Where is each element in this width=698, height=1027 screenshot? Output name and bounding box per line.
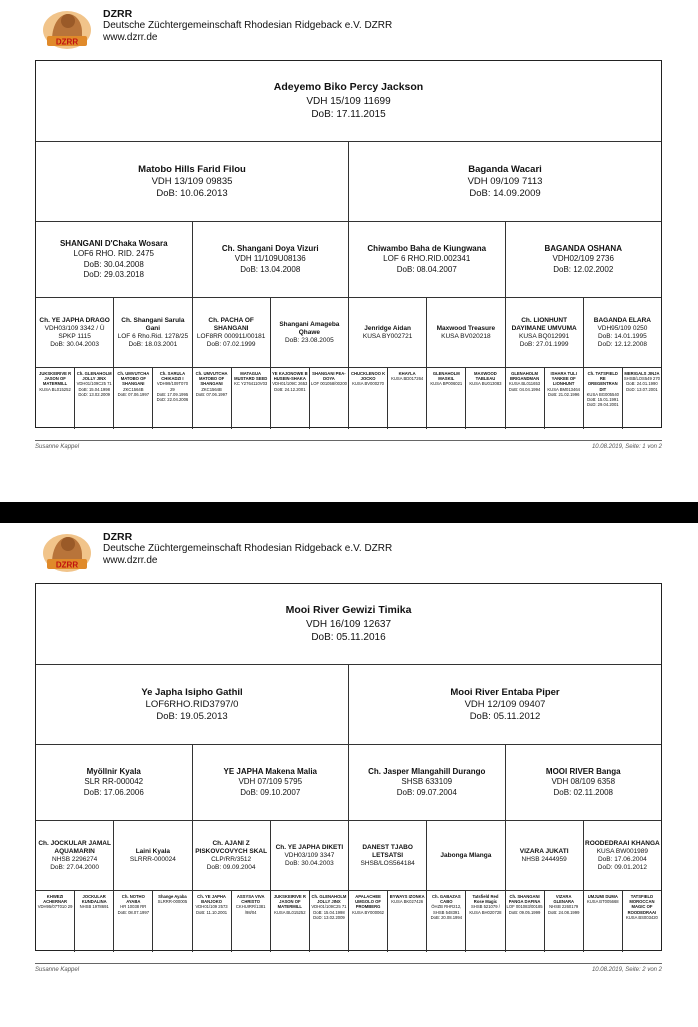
org-subtitle: Deutsche Züchtergemeinschaft Rhodesian Ridgeback e.V. DZRR — [103, 20, 393, 31]
date-of-birth: DoB: 24.01.1990 — [626, 381, 658, 387]
pedigree-cell-gen4 — [152, 891, 191, 952]
dog-name: YE KAJONOWE B HUSEIN-SHAKA — [272, 371, 308, 382]
dog-name: Ch. Shangani Doya Vizuri — [221, 243, 319, 253]
pedigree-table — [35, 60, 662, 428]
pedigree-cell-gen4 — [231, 891, 270, 952]
pedigree-cell-gen1 — [348, 142, 661, 221]
date-of-birth: DoB: 09.09.2004 — [206, 863, 256, 871]
pedigree-cell-gen4 — [348, 891, 387, 952]
pedigree-cell-gen3 — [505, 298, 583, 367]
date-of-birth: DoB: 15.04.1998 — [313, 909, 345, 915]
pedigree-cell-gen2 — [192, 222, 349, 297]
pedigree-cell-gen4 — [622, 891, 661, 952]
pedigree-cell-gen1 — [36, 142, 348, 221]
dog-name: MOOI RIVER Banga — [545, 766, 621, 776]
footer-author: Susanne Kappel — [35, 444, 80, 450]
registration-number: VDH01/109 2573 — [195, 904, 228, 910]
dog-name: JUKSKEIRIVE R JASON OF MATERMILL — [273, 894, 306, 910]
registration-number: VDH 16/109 12637 — [305, 619, 392, 630]
date-of-birth: DoB: 09.10.2007 — [240, 787, 301, 797]
registration-number: ZKC1564B — [201, 386, 222, 392]
registration-number: HR 10038 RR — [120, 904, 147, 910]
registration-number: ÖHZB RHR212, SHSB 548391 — [431, 904, 462, 915]
registration-number: KUSA BS003420 — [625, 914, 658, 920]
footer-date-page: 10.08.2019, Seite: 1 von 2 — [591, 444, 662, 450]
pedigree-cell-gen3 — [270, 298, 348, 367]
date-of-birth: DoB: 07.02.1999 — [206, 340, 256, 348]
dog-name: CHUCKLENOO K JOCKO — [350, 371, 386, 382]
date-of-birth: DoB: 23.08.2005 — [284, 336, 334, 344]
pedigree-cell-gen4 — [426, 891, 465, 952]
dog-name: SHANGANI PEA-DOYA — [312, 371, 346, 382]
date-of-birth: DoB: 07.06.1997 — [195, 391, 228, 397]
registration-number: CKHUIRR/1381 /98/04 — [235, 904, 266, 915]
dog-name: Jenridge Aidan — [364, 324, 411, 332]
page-separator — [0, 502, 698, 523]
registration-number: KUSA BM013464 — [547, 386, 580, 392]
date-of-birth: DoB: 04.04.1994 — [508, 386, 541, 392]
pedigree-cell-gen4 — [622, 368, 661, 429]
registration-number: NHSB 2296274 — [52, 855, 98, 863]
date-of-birth: DoB: 07.06.1997 — [117, 391, 150, 397]
footer-date-page: 10.08.2019, Seite: 2 von 2 — [591, 967, 662, 973]
date-of-death: DoD: 13.02.2009 — [78, 391, 111, 397]
pedigree-cell-gen2 — [36, 222, 192, 297]
dog-name: Maxwood Treasure — [436, 324, 496, 332]
date-of-birth: DoB: 13.04.2008 — [240, 264, 301, 274]
dog-name: Ch. UMVUTCHA MATOBO OF SHANGANI — [195, 371, 228, 387]
dog-name: Tatsfield Red Rose Magic — [472, 894, 499, 905]
header-text — [103, 531, 392, 567]
pedigree-cell-gen4 — [152, 368, 191, 429]
dog-name: Ch. JOCKULAR JAMAL AQUAMARIN — [38, 839, 111, 855]
registration-number: SHSB 521079 / KUSA BH020728 — [469, 904, 502, 915]
pedigree-cell-gen3 — [192, 821, 270, 890]
pedigree-page-1 — [0, 0, 698, 502]
dog-name: Shange Ayaba — [158, 894, 187, 899]
date-of-birth: DoB: 17.06.2004 — [597, 855, 647, 863]
dog-name: GLENAHOLM MASKIL — [432, 371, 460, 382]
pedigree-cell-gen4 — [348, 368, 387, 429]
pedigree-cell-gen4 — [74, 368, 113, 429]
registration-number: LOF 6 Rho.Rid. 1278/25 — [117, 332, 189, 340]
pedigree-cell-gen4 — [465, 368, 504, 429]
date-of-death: DoD: 29.04.2001 — [586, 402, 619, 408]
date-of-birth: DoB: 14.01.1995 — [597, 332, 647, 340]
pedigree-cell-gen4 — [36, 891, 74, 952]
registration-number: KUSA BT005668 — [586, 899, 619, 905]
dog-name: MERIGALS JINJA — [624, 371, 660, 376]
pedigree-cell-gen4 — [465, 891, 504, 952]
dog-name: Ch. TATSFIELD RE OREGENTRAN DIT — [587, 371, 618, 392]
pedigree-cell-gen3 — [270, 821, 348, 890]
date-of-birth: DoB: 09.07.2004 — [396, 787, 457, 797]
dog-name: Ch. PACHA OF SHANGANI — [208, 316, 254, 332]
registration-number: SLR RR-000042 — [84, 777, 144, 787]
dog-name: Ch. YE JAPHA DRAGO — [39, 316, 110, 324]
registration-number: KUSA BW001989 — [596, 847, 649, 855]
dog-name: Ch. YE JAPHA DIKETI — [275, 843, 344, 851]
pedigree-cell-gen3 — [505, 821, 583, 890]
dog-name: YE JAPHA Makena Malia — [223, 766, 317, 776]
registration-number: KUSA BK027426 — [391, 899, 424, 905]
registration-number: LOF6 RHO. RID. 2475 — [73, 249, 154, 258]
pedigree-cell-gen1 — [348, 665, 661, 744]
date-of-birth: DoB: 05.11.2012 — [469, 710, 541, 722]
pedigree-cell-gen3 — [348, 821, 426, 890]
pedigree-cell-gen4 — [192, 368, 231, 429]
registration-number: VDH01/109C25 71 — [76, 381, 112, 387]
registration-number: VDH01/109C 2653 — [272, 381, 308, 387]
dog-name: JUKSKEIRIVE R JASON OF MATERMILL — [39, 371, 72, 387]
pedigree-cell-gen4 — [387, 368, 426, 429]
pedigree-cell-gen3 — [583, 821, 661, 890]
registration-number: KUSA BL015252 — [39, 386, 71, 392]
registration-number: KUSA BU013083 — [469, 381, 502, 387]
dog-name: VIZARA GLENARA — [553, 894, 575, 905]
pedigree-cell-gen3 — [113, 298, 191, 367]
registration-number: SLRRR-000024 — [129, 855, 176, 863]
org-title: DZRR — [103, 8, 133, 20]
registration-number: KUSA BP006021 — [430, 381, 463, 387]
dog-name: ASSYSA VIVA CHRISTO — [236, 894, 265, 905]
registration-number: VDH 08/109 6358 — [551, 777, 616, 787]
date-of-birth: DoB: 05.11.2016 — [311, 632, 386, 643]
date-of-birth: DoB: 12.02.2002 — [553, 264, 614, 274]
date-of-birth: DoB: 02.11.2008 — [553, 787, 613, 797]
registration-number: KUSA BY000062 — [352, 909, 385, 915]
registration-number: ZKC1564B — [123, 386, 144, 392]
date-of-birth: DoB: 30.04.2008 — [83, 259, 144, 269]
header — [38, 529, 678, 573]
registration-number: KUSA BL015252 — [274, 909, 306, 915]
pedigree-cell-gen3 — [348, 298, 426, 367]
registration-number: KUSA BV020218 — [441, 332, 491, 340]
pedigree-cell-gen4 — [505, 891, 544, 952]
dog-name: JOCKULAR KUNDALINA — [81, 894, 107, 905]
date-of-birth: DoB: 18.03.2001 — [128, 340, 178, 348]
registration-number: VDH03/109 3342 / Ü SPKP 1115 — [44, 324, 105, 340]
registration-number: LOF8RR 000911/00181 — [196, 332, 266, 340]
registration-number: KUSA BV000270 — [352, 381, 385, 387]
pedigree-cell-gen0 — [36, 61, 661, 141]
pedigree-cell-gen4 — [74, 891, 113, 952]
dog-name: KHAYLA — [398, 371, 416, 376]
pedigree-cell-gen4 — [270, 368, 309, 429]
dog-name: UMJUMI DUMA — [587, 894, 618, 899]
dog-name: Jabonga Mlanga — [440, 851, 492, 859]
pedigree-cell-gen3 — [426, 821, 504, 890]
registration-number: VDH 07/109 5795 — [238, 777, 303, 787]
date-of-birth: DoB: 30.04.2003 — [50, 340, 100, 348]
pedigree-cell-gen2 — [348, 745, 505, 820]
date-of-birth: DoB: 19.05.2013 — [156, 710, 228, 722]
pedigree-cell-gen4 — [113, 368, 152, 429]
registration-number: LOF6RHO.RID3797/0 — [145, 698, 239, 710]
dog-name: KHWEZI ACHERNAR — [43, 894, 68, 905]
registration-number: NHSB 2260179 — [549, 904, 579, 910]
date-of-birth: DoB: 24.08.1999 — [547, 909, 580, 915]
pedigree-cell-gen4 — [544, 368, 583, 429]
pedigree-cell-gen1 — [36, 665, 348, 744]
date-of-birth: DoB: 27.04.2000 — [50, 863, 100, 871]
pedigree-cell-gen3 — [36, 298, 113, 367]
dog-name: Laini Kyala — [135, 847, 171, 855]
dog-name: BYWAYS IZONKA — [389, 894, 425, 899]
pedigree-cell-gen4 — [583, 891, 622, 952]
dog-name: Ch. LIONHUNT DAYIMANE UMVUMA — [511, 316, 577, 332]
registration-number: VDH95/07T010 29 — [37, 904, 73, 910]
dog-name: APALACHEE UMGOLO OF PROMBERG — [355, 894, 381, 910]
svg-text:DZRR: DZRR — [55, 560, 79, 570]
dog-name: Shangani Amageba Qhawe — [279, 320, 340, 336]
registration-number: SHSB/LOS549 270 — [623, 376, 660, 382]
pedigree-cell-gen3 — [192, 298, 270, 367]
pedigree-cell-gen2 — [348, 222, 505, 297]
dog-name: Adeyemo Biko Percy Jackson — [273, 81, 424, 93]
pedigree-cell-gen4 — [544, 891, 583, 952]
registration-number: VDH99/109T070 29 — [156, 381, 189, 392]
dog-name: Ch. YE JAPHA BANJOKO — [197, 894, 226, 905]
registration-number: VDH 13/109 09835 — [151, 175, 233, 187]
registration-number: KUSA BD017264 — [391, 376, 424, 382]
registration-number: KUSA BL011653 — [509, 381, 541, 387]
dog-name: Mooi River Entaba Piper — [450, 686, 560, 698]
pedigree-cell-gen3 — [583, 298, 661, 367]
date-of-birth: DoB: 27.01.1999 — [519, 340, 569, 348]
pedigree-cell-gen4 — [113, 891, 152, 952]
date-of-birth: DoB: 14.09.2009 — [469, 187, 541, 199]
dog-name: Ch. GLENAHOLM JOLLY JINX — [76, 371, 112, 382]
pedigree-cell-gen2 — [505, 745, 662, 820]
org-subtitle: Deutsche Züchtergemeinschaft Rhodesian Ridgeback e.V. DZRR — [103, 543, 393, 554]
registration-number: LOF 6 RHO.RID.002341 — [383, 254, 471, 264]
dog-name: Ye Japha Isipho Gathil — [141, 686, 243, 698]
dog-name: VIZARA JUKATI — [519, 847, 569, 855]
registration-number: NHSB 2444959 — [521, 855, 567, 863]
registration-number: VDH 11/109U08136 — [234, 254, 306, 264]
pedigree-cell-gen4 — [387, 891, 426, 952]
pedigree-cell-gen4 — [231, 368, 270, 429]
dog-name: GLENAHOLM BRIGANDMAN — [510, 371, 540, 382]
org-title: DZRR — [103, 531, 133, 543]
registration-number: KUSA BG005540 — [586, 391, 619, 397]
org-url[interactable]: www.dzrr.de — [103, 32, 158, 43]
registration-number: VDH 15/109 11699 — [306, 96, 391, 107]
dog-name: Chiwambo Baha de Kiungwana — [367, 243, 487, 253]
date-of-birth: DoB: 11.10.2001 — [196, 909, 228, 915]
date-of-birth: DoB: 17.11.2015 — [311, 109, 386, 120]
registration-number: VDH 12/109 09407 — [464, 698, 546, 710]
pedigree-cell-gen4 — [270, 891, 309, 952]
pedigree-page-2 — [0, 523, 698, 1027]
dog-name: Baganda Wacari — [468, 163, 542, 175]
dog-name: Ch. NOTHO AYABA — [121, 894, 145, 905]
date-of-birth: DoB: 08.04.2007 — [396, 264, 457, 274]
date-of-birth: DoB: 10.06.2013 — [156, 187, 228, 199]
pedigree-cell-gen4 — [36, 368, 74, 429]
pedigree-cell-gen0 — [36, 584, 661, 664]
dog-name: DANEST TJABO LETSATSI — [362, 843, 413, 859]
pedigree-cell-gen3 — [36, 821, 113, 890]
registration-number: KUSA BY002721 — [362, 332, 413, 340]
date-of-birth: DoB: 21.02.1996 — [547, 391, 580, 397]
date-of-birth: DoB: 20.08.1994 — [430, 914, 463, 920]
dog-name: Mooi River Gewizi Timika — [285, 604, 412, 616]
dog-name: Ch. GABAZAS CABO — [432, 894, 461, 905]
pedigree-cell-gen4 — [309, 368, 348, 429]
dog-name: ISHARA TULI YANKEE OF LIONHUNT — [550, 371, 577, 387]
date-of-birth: DoB: 24.12.2001 — [274, 386, 306, 392]
pedigree-cell-gen2 — [36, 745, 192, 820]
org-url[interactable]: www.dzrr.de — [103, 555, 158, 566]
pedigree-cell-gen4 — [505, 368, 544, 429]
pedigree-cell-gen4 — [426, 368, 465, 429]
registration-number: SLRRR-000005 — [157, 899, 188, 905]
dzrr-logo — [38, 6, 96, 50]
date-of-birth: DoB: 08.07.1997 — [117, 909, 150, 915]
date-of-death: DoD: 13.02.2009 — [313, 914, 345, 920]
dog-name: Ch. AJANI Z PISKOVCOVYCH SKAL — [195, 839, 268, 855]
date-of-birth: DoB: 15.01.1991 — [587, 397, 619, 403]
date-of-birth: DoB: 30.04.2003 — [284, 859, 334, 867]
registration-number: VDH02/109 2736 — [552, 254, 614, 264]
date-of-death: DoD: 22.04.2006 — [156, 397, 189, 403]
dog-name: Ch. GLENAHOLM JOLLY JINX — [311, 894, 347, 905]
pedigree-cell-gen4 — [192, 891, 231, 952]
dog-name: Ch. UMVUTCHA MATOBO OF SHANGANI — [117, 371, 150, 387]
date-of-birth: DoB: 15.04.1998 — [78, 386, 110, 392]
dog-name: MATAGUA MUSTARD SEED — [234, 371, 268, 382]
dog-name: ROODEDRAAI KHANGA — [585, 839, 660, 847]
footer-author: Susanne Kappel — [35, 967, 80, 973]
dog-name: SHANGANI D'Chaka Wosara — [59, 238, 168, 248]
dog-name: Ch. Jasper Mlangahill Durango — [368, 766, 486, 776]
pedigree-table — [35, 583, 662, 951]
registration-number: SHSB/LOS564184 — [360, 859, 415, 867]
registration-number: VDH03/109 3347 — [284, 851, 335, 859]
pedigree-cell-gen2 — [505, 222, 662, 297]
registration-number: KUSA BQ012991 — [519, 332, 570, 340]
header — [38, 6, 678, 50]
dog-name: BAGANDA ELARA — [593, 316, 651, 324]
footer — [35, 963, 662, 973]
footer — [35, 440, 662, 450]
dzrr-logo — [38, 529, 96, 573]
dog-name: Matobo Hills Farid Filou — [138, 163, 246, 175]
registration-number: VDH 09/109 7113 — [467, 175, 543, 187]
date-of-birth: DoB: 17.06.2006 — [83, 787, 144, 797]
date-of-death: DoD: 13.07.2001 — [626, 386, 658, 392]
date-of-birth: DoB: 09.05.1999 — [508, 909, 541, 915]
header-text — [103, 8, 392, 44]
dog-name: BAGANDA OSHANA — [544, 243, 622, 253]
dog-name: MAXWOOD TABLEAU — [474, 371, 497, 382]
dog-name: Ch. SARULA CHIKADZI I — [159, 371, 186, 382]
pedigree-cell-gen4 — [309, 891, 348, 952]
registration-number: VDH95/109 0250 — [597, 324, 648, 332]
registration-number: SHSB 633109 — [401, 777, 453, 787]
dog-name: Myöllnir Kyala — [86, 766, 141, 776]
registration-number: LOF 001083/00185 — [506, 904, 543, 910]
svg-text:DZRR: DZRR — [55, 37, 79, 47]
date-of-death: DoD: 09.01.2012 — [597, 863, 647, 871]
pedigree-cell-gen3 — [426, 298, 504, 367]
dog-name: Ch. SHANGANI PANGA DAFINA — [508, 894, 541, 905]
pedigree-cell-gen2 — [192, 745, 349, 820]
registration-number: CLP/RR/3512 — [211, 855, 252, 863]
pedigree-cell-gen3 — [113, 821, 191, 890]
date-of-death: DoD: 12.12.2008 — [597, 340, 647, 348]
dog-name: TATSFIELD MOROCCAN MAGIC OF ROODEDRAAI — [627, 894, 657, 915]
registration-number: VDH01/109C25 71 — [311, 904, 347, 910]
date-of-death: DoD: 29.03.2018 — [83, 270, 144, 279]
registration-number: NHSB 1978691 — [79, 904, 109, 910]
date-of-birth: DoB: 17.09.1995 — [156, 391, 189, 397]
registration-number: KC Y2764110V03 — [234, 381, 268, 387]
dog-name: Ch. Shangani Sarula Gani — [121, 316, 185, 332]
registration-number: LOF 001058/00200 — [310, 381, 347, 387]
pedigree-cell-gen4 — [583, 368, 622, 429]
